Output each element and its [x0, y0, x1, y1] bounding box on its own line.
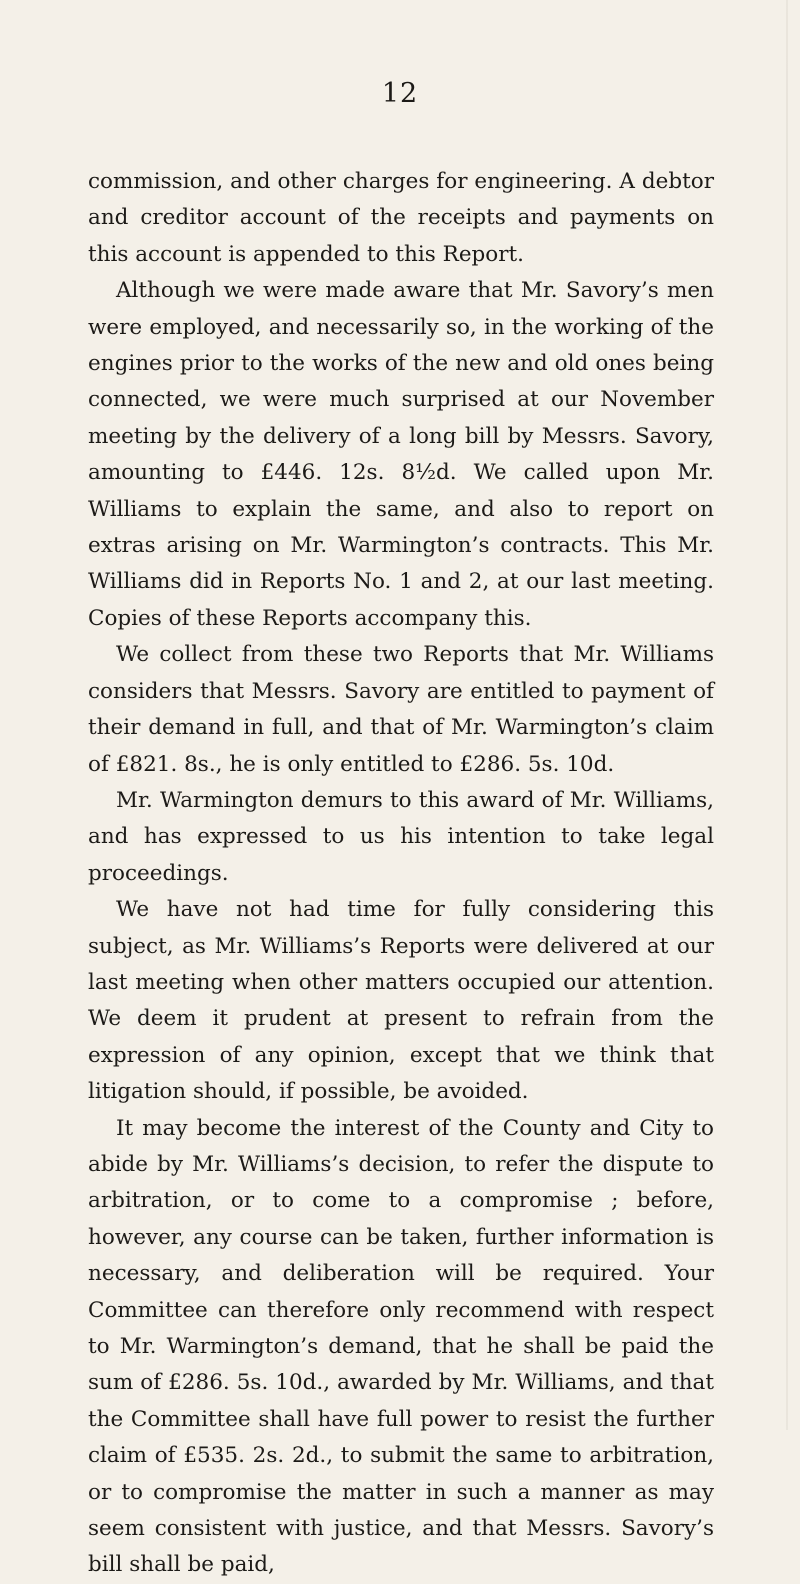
paragraph: We have not had time for fully considering this subject, as Mr. Williams’s Reports were delivered at our last meeting when other matters occupied our attention. We deem it prudent at present to refrain from the expression of any opinion, except that we think that litigation should, if possible, be avoided. — [88, 897, 714, 1105]
paragraph: It may become the interest of the County and City to abide by Mr. Williams’s decision, to refer the dispute to arbitration, or to come to a compromise ; before, however, any course can be taken, further information is necessary, and deliberation will be required. Your Committee can therefore only recommend with respect to Mr. Warmington’s demand, that he shall be paid the sum of £286. 5s. 10d., awarded by Mr. Williams, and that the Committee shall have full power to resist the further claim of £535. 2s. 2d., to submit the same to arbitration, or to compromise the matter in such a manner as may seem consistent with justice, and that Messrs. Savory’s bill shall be paid, — [88, 1115, 714, 1578]
paragraph: Although we were made aware that Mr. Savory’s men were employed, and necessarily so, in the working of the engines prior to the works of the new and old ones being connected, we were much surprised at our November meeting by the delivery of a long bill by Messrs. Savory, amounting to £446. 12s. 8½d. We called upon Mr. Williams to explain the same, and also to report on extras arising on Mr. Warmington’s contracts. This Mr. Williams did in Reports No. 1 and 2, at our last meeting. Copies of these Reports accompany this. — [88, 278, 714, 631]
page-edge — [786, 0, 788, 1430]
paragraph: Mr. Warmington demurs to this award of Mr. Williams, and has expressed to us his intention to take legal proceedings. — [88, 787, 714, 886]
paragraph: We collect from these two Reports that Mr. Williams considers that Messrs. Savory are entitled to payment of their demand in full, and that of Mr. Warmington’s claim of £821. 8s., he is only entitled to £286. 5s. 10d. — [88, 642, 714, 777]
paragraph: commission, and other charges for engineering. A debtor and creditor account of the receipts and payments on this account is appended to this Report. — [88, 169, 714, 267]
page-number: 12 — [381, 78, 419, 109]
body-text — [88, 164, 714, 1584]
